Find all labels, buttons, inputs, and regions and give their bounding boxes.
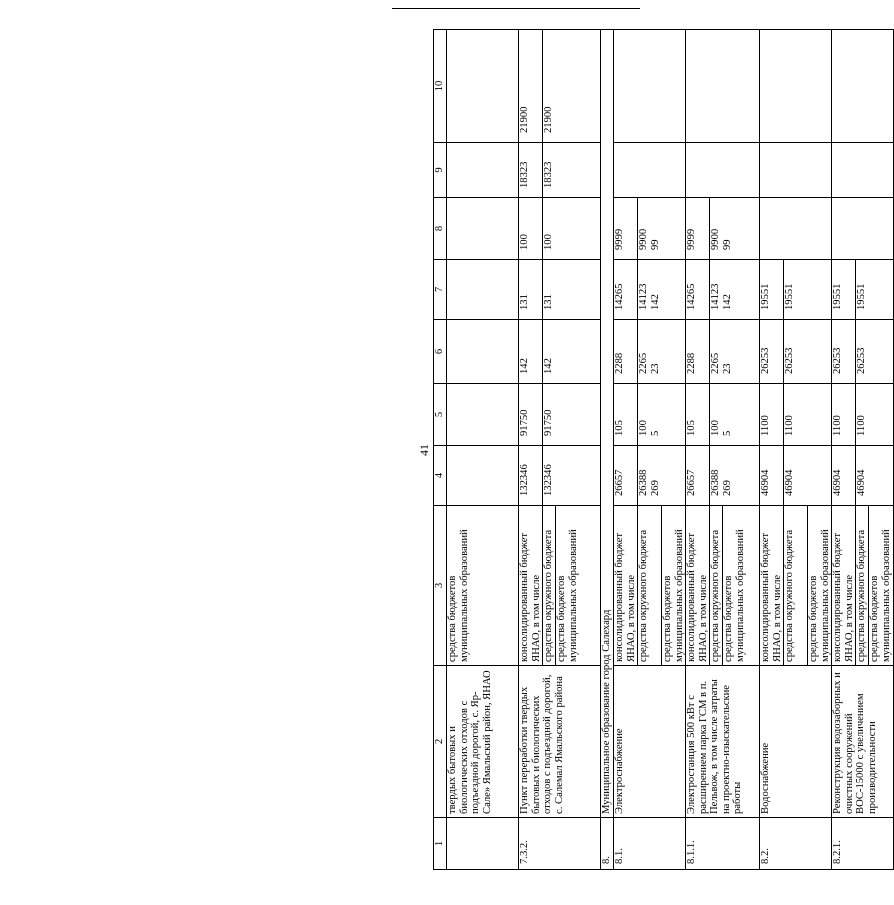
value: 18323 <box>519 161 530 188</box>
value: 9900 <box>637 198 650 259</box>
budget-table <box>433 29 894 870</box>
value: 18323 <box>542 143 555 197</box>
row-number: 7.3.2. <box>519 818 601 870</box>
item-name: Пункт переработки твердых бытовых и биологических отходов с подъездной дорогой, с. Салемал Ямальского района <box>519 666 601 818</box>
value-cell <box>686 320 760 384</box>
value: 2265 <box>637 320 650 383</box>
value: 19551 <box>783 260 796 319</box>
value-cell <box>614 320 686 384</box>
value: 2288 <box>686 352 697 374</box>
value: 100 <box>709 384 722 445</box>
value: 26388 <box>709 446 722 505</box>
item-name: твердых бытовых и биологических отходов с подъездной дорогой, с. Яр-Сале» Ямальский район, ЯНАО <box>447 666 519 818</box>
value: 23 <box>722 363 733 374</box>
col-header-10: 10 <box>434 30 447 143</box>
source-municipal: средства бюджетов муниципальных образований <box>807 506 831 665</box>
value: 26253 <box>760 347 771 374</box>
value: 142 <box>519 358 530 374</box>
value: 2265 <box>709 320 722 383</box>
source-regional: средства окружного бюджета <box>783 506 807 665</box>
source-municipal: средства бюджетов муниципальных образований <box>722 506 746 665</box>
value: 131 <box>542 260 555 319</box>
value-cell <box>760 260 832 320</box>
source-consolidated: консолидированный бюджет ЯНАО, в том числе <box>614 532 637 662</box>
value: 100 <box>519 234 530 250</box>
value: 9999 <box>614 228 625 250</box>
value: 21900 <box>519 106 530 133</box>
section-row <box>601 30 614 870</box>
col-header-9: 9 <box>434 143 447 198</box>
value: 23 <box>650 363 661 374</box>
source-municipal: средства бюджетов муниципальных образований <box>555 506 579 665</box>
header-row <box>434 30 447 870</box>
value-cell <box>614 384 686 446</box>
value: 105 <box>614 420 625 436</box>
item-name: Электростанция 500 кВт с расширением парка ГСМ в п. Пельвож, в том числе затраты на проектно-изыскательские работы <box>686 666 760 818</box>
value: 26657 <box>686 469 697 496</box>
item-name: Реконструкция водозаборных и очистных сооружений ВОС-15000 с увеличением производительности <box>832 666 894 818</box>
funding-sources <box>760 506 832 666</box>
value-cell <box>519 320 601 384</box>
value: 19551 <box>855 260 868 319</box>
value: 46904 <box>855 446 868 505</box>
funding-sources <box>832 506 894 666</box>
value-cell <box>519 446 601 506</box>
source-regional: средства окружного бюджета <box>637 506 661 665</box>
value: 14265 <box>614 283 625 310</box>
funding-source: средства бюджетов муниципальных образований <box>447 506 519 666</box>
row-number <box>447 818 519 870</box>
table-row <box>519 30 601 870</box>
section-title: Муниципальное образование город Салехард <box>601 30 614 818</box>
source-municipal: средства бюджетов муниципальных образований <box>868 506 892 665</box>
value: 105 <box>686 420 697 436</box>
source-regional: средства окружного бюджета <box>542 506 555 665</box>
row-number: 8.2. <box>760 818 832 870</box>
item-name: Электроснабжение <box>614 666 686 818</box>
row-number: 8.1. <box>614 818 686 870</box>
value: 132346 <box>542 446 555 505</box>
value-cell <box>760 384 832 446</box>
col-header-6: 6 <box>434 320 447 384</box>
value-cell <box>686 260 760 320</box>
value-cell <box>760 320 832 384</box>
value-cell <box>614 198 686 260</box>
col-header-3: 3 <box>434 506 447 666</box>
value: 9999 <box>686 228 697 250</box>
value: 142 <box>542 320 555 383</box>
table-row <box>686 30 760 870</box>
value: 132346 <box>519 464 530 496</box>
value-cell <box>614 260 686 320</box>
table-row <box>832 30 894 870</box>
source-consolidated: консолидированный бюджет ЯНАО, в том числе <box>760 532 783 662</box>
value: 19551 <box>760 283 771 310</box>
source-consolidated: консолидированный бюджет ЯНАО, в том числе <box>519 532 542 662</box>
value-cell <box>686 384 760 446</box>
value: 99 <box>722 239 733 250</box>
value: 46904 <box>832 469 843 496</box>
section-number: 8. <box>601 818 614 870</box>
source-municipal: средства бюджетов муниципальных образований <box>661 506 685 665</box>
col-header-5: 5 <box>434 384 447 446</box>
value: 91750 <box>542 384 555 445</box>
value: 46904 <box>760 469 771 496</box>
row-number: 8.2.1. <box>832 818 894 870</box>
value: 91750 <box>519 409 530 436</box>
value: 19551 <box>832 283 843 310</box>
value: 269 <box>650 480 661 496</box>
funding-sources <box>614 506 686 666</box>
value-cell <box>519 198 601 260</box>
source-regional: средства окружного бюджета <box>855 506 868 665</box>
col-header-8: 8 <box>434 198 447 260</box>
table-row <box>614 30 686 870</box>
page-number: 41 <box>417 444 431 456</box>
value-cell <box>614 446 686 506</box>
value: 26388 <box>637 446 650 505</box>
value-cell <box>686 446 760 506</box>
table-row <box>447 30 519 870</box>
value: 5 <box>722 430 733 436</box>
col-header-1: 1 <box>434 818 447 870</box>
value: 26253 <box>855 320 868 383</box>
item-name: Водоснабжение <box>760 666 832 818</box>
col-header-2: 2 <box>434 666 447 818</box>
value: 1100 <box>783 384 796 445</box>
table-row <box>760 30 832 870</box>
value: 142 <box>722 294 733 310</box>
value: 2288 <box>614 352 625 374</box>
value: 26657 <box>614 469 625 496</box>
value-cell <box>832 384 894 446</box>
value: 26253 <box>783 320 796 383</box>
value: 1100 <box>832 415 843 436</box>
source-regional: средства окружного бюджета <box>709 506 722 665</box>
value: 1100 <box>855 384 868 445</box>
top-rule <box>392 8 640 9</box>
col-header-7: 7 <box>434 260 447 320</box>
funding-sources <box>519 506 601 666</box>
value: 100 <box>637 384 650 445</box>
col-header-4: 4 <box>434 446 447 506</box>
value-cell <box>832 446 894 506</box>
rotated-page <box>35 30 892 870</box>
value: 131 <box>519 294 530 310</box>
value-cell <box>519 30 601 143</box>
value-cell <box>519 260 601 320</box>
value: 100 <box>542 198 555 259</box>
source-consolidated: консолидированный бюджет ЯНАО, в том числе <box>832 532 855 662</box>
value-cell <box>519 384 601 446</box>
value-cell <box>519 143 601 198</box>
value: 14123 <box>637 260 650 319</box>
source-consolidated: консолидированный бюджет ЯНАО, в том числе <box>686 532 709 662</box>
row-number: 8.1.1. <box>686 818 760 870</box>
value-cell <box>686 198 760 260</box>
value: 142 <box>650 294 661 310</box>
value-cell <box>760 446 832 506</box>
value: 26253 <box>832 347 843 374</box>
value: 99 <box>650 239 661 250</box>
value: 21900 <box>542 30 555 142</box>
value-cell <box>832 260 894 320</box>
value: 9900 <box>709 198 722 259</box>
value: 5 <box>650 430 661 436</box>
value: 269 <box>722 480 733 496</box>
value-cell <box>832 320 894 384</box>
value: 1100 <box>760 415 771 436</box>
value: 14123 <box>709 260 722 319</box>
funding-sources <box>686 506 760 666</box>
value: 14265 <box>686 283 697 310</box>
value: 46904 <box>783 446 796 505</box>
